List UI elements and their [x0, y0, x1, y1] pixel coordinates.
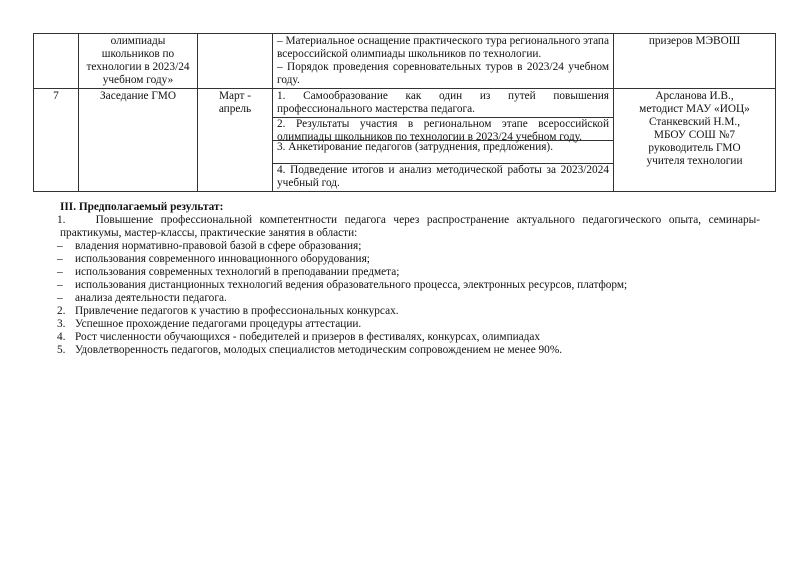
item-marker: – [57, 266, 63, 278]
cell-responsible [614, 89, 776, 192]
cell-dates [198, 34, 273, 89]
item-text: Привлечение педагогов к участию в профессиональных конкурсах. [75, 305, 399, 317]
responsible-line: Арсланова И.В., [655, 90, 734, 102]
responsible-line: методист МАУ «ИОЦ» [639, 103, 750, 115]
result-item [57, 253, 760, 266]
item-text: Рост численности обучающихся - победителей и призеров в фестивалях, конкурсах, олимпиадах [75, 331, 541, 343]
result-item [57, 279, 760, 292]
cell-topics [273, 34, 614, 89]
responsible-line: Станкевский Н.М., [648, 116, 741, 128]
item-text: Успешное прохождение педагогами процедуры аттестации. [75, 318, 362, 330]
item-text: владения нормативно-правовой базой в сфере образования; [75, 240, 362, 252]
item-text: использования современных технологий в преподавании предмета; [75, 266, 400, 278]
cell-event: Заседание ГМО [79, 89, 198, 192]
cell-dates: Март - апрель [198, 89, 273, 192]
item-marker: – [57, 253, 63, 265]
item-text: анализа деятельности педагога. [75, 292, 227, 304]
item-marker: – [57, 279, 63, 291]
result-item [57, 331, 760, 344]
cell-num: 7 [34, 89, 79, 192]
item-marker: 4. [57, 331, 66, 343]
responsible-line: руководитель ГМО [648, 142, 741, 154]
topic: 1. Самообразование как один из путей повышения профессионального мастерства педагога. [273, 90, 613, 118]
cell-topics [273, 89, 614, 192]
item-marker: – [57, 240, 63, 252]
item-marker: 2. [57, 305, 66, 317]
expected-result-section [57, 201, 761, 357]
plan-table [33, 33, 776, 192]
item-marker: – [57, 292, 63, 304]
result-item [57, 344, 760, 357]
topic: – Порядок проведения соревновательных туров в 2023/24 учебном году. [277, 61, 609, 86]
topic: 3. Анкетирование педагогов (затруднения, предложения). [273, 141, 613, 164]
result-item: 1. Повышение профессиональной компетентности педагога через распространение актуального педагогического опыта, семинары-практикумы, мастер-классы, практические занятия в области: [57, 214, 761, 239]
item-text: использования современного инновационного оборудования; [75, 253, 370, 265]
topic: 2. Результаты участия в региональном этапе всероссийской олимпиады школьников по технологии в 2023/24 учебном году. [273, 118, 613, 141]
cell-responsible: призеров МЭВОШ [614, 34, 776, 89]
result-item [57, 292, 760, 305]
table-row [34, 89, 776, 192]
item-marker: 3. [57, 318, 66, 330]
topic: 4. Подведение итогов и анализ методической работы за 2023/2024 учебный год. [277, 164, 609, 189]
result-item [57, 305, 760, 318]
item-marker: 5. [57, 344, 66, 356]
topic: – Материальное оснащение практического тура регионального этапа всероссийской олимпиады школьников по технологии. [277, 35, 609, 60]
item-text: Удовлетворенность педагогов, молодых специалистов методическим сопровождением не менее 90%. [75, 344, 563, 356]
responsible-line: МБОУ СОШ №7 [653, 129, 736, 141]
item-text: использования дистанционных технологий ведения образовательного процесса, электронных ресурсов, платформ; [75, 279, 628, 291]
result-item [57, 318, 760, 331]
responsible-line: учителя технологии [646, 155, 743, 167]
section-heading: III. Предполагаемый результат: [60, 201, 224, 213]
table-row [34, 34, 776, 89]
result-item [57, 266, 760, 279]
result-item [57, 240, 760, 253]
cell-num [34, 34, 79, 89]
cell-event: олимпиады школьников по технологии в 2023/24 учебном году» [79, 34, 198, 89]
